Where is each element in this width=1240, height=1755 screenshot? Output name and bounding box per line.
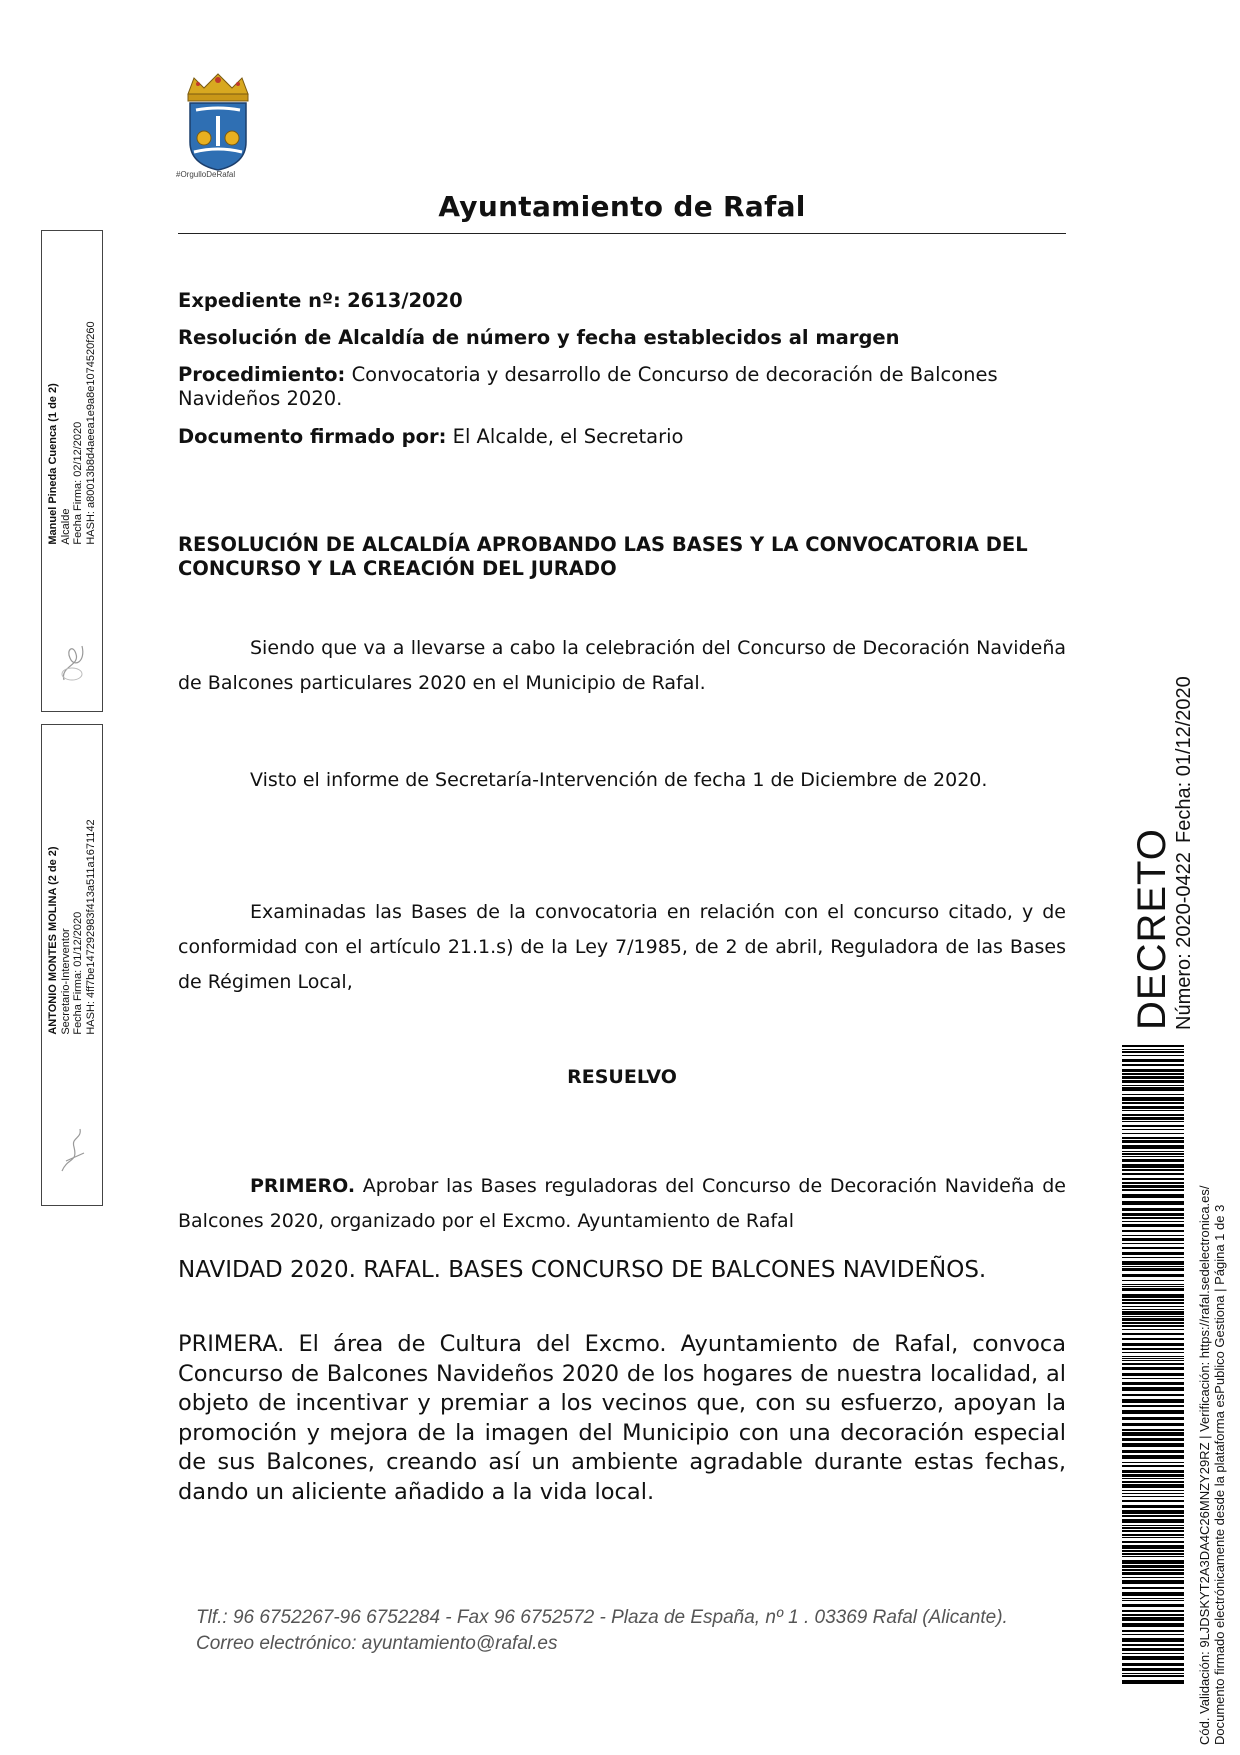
barcode-bar xyxy=(1122,1496,1184,1497)
barcode-bar xyxy=(1122,1500,1184,1502)
paragraph-primero xyxy=(178,1169,1066,1239)
barcode-bar xyxy=(1122,1329,1184,1330)
barcode-bar xyxy=(1122,1201,1184,1205)
barcode-bar xyxy=(1122,1399,1184,1403)
bases-title: NAVIDAD 2020. RAFAL. BASES CONCURSO DE BALCONES NAVIDEÑOS. xyxy=(178,1257,987,1283)
barcode-bar xyxy=(1122,1455,1184,1459)
barcode-bar xyxy=(1122,1080,1184,1083)
barcode-bar xyxy=(1122,1274,1184,1277)
barcode-bar xyxy=(1122,1363,1184,1365)
barcode-bar xyxy=(1122,1133,1184,1134)
organization-title: Ayuntamiento de Rafal xyxy=(438,190,806,223)
resuelvo-heading: RESUELVO xyxy=(567,1066,677,1088)
barcode-bar xyxy=(1122,1110,1184,1111)
barcode-bar xyxy=(1122,1051,1184,1053)
barcode-bar xyxy=(1122,1085,1184,1086)
barcode-bar xyxy=(1122,1151,1184,1152)
barcode-bar xyxy=(1122,1087,1184,1091)
decreto-number: Número: 2020-0422 xyxy=(1173,852,1195,1030)
paragraph-visto: Visto el informe de Secretaría-Intervención de fecha 1 de Diciembre de 2020. xyxy=(250,769,988,791)
barcode-bar xyxy=(1122,1493,1184,1494)
barcode-bar xyxy=(1122,1356,1184,1357)
barcode-bar xyxy=(1122,1178,1184,1180)
signature-details-secretario xyxy=(47,819,97,1034)
barcode-bar xyxy=(1122,1343,1184,1346)
barcode-bar xyxy=(1122,1387,1184,1391)
barcode-bar xyxy=(1122,1059,1184,1062)
barcode-bar xyxy=(1122,1073,1184,1075)
validation-platform-line: Documento firmado electrónicamente desde la plataforma esPublico Gestiona | Página 1 de 3 xyxy=(1212,1204,1227,1745)
barcode-bar xyxy=(1122,1097,1184,1101)
barcode-bar xyxy=(1122,1217,1184,1219)
barcode-bar xyxy=(1122,1673,1184,1674)
barcode-bar xyxy=(1122,1069,1184,1072)
barcode-bar xyxy=(1122,1653,1184,1654)
barcode-bar xyxy=(1122,1443,1184,1447)
barcode-bar xyxy=(1122,1565,1184,1568)
barcode-bar xyxy=(1122,1261,1184,1265)
barcode-bar xyxy=(1122,1663,1184,1666)
barcode-bar xyxy=(1122,1106,1184,1109)
barcode-bar xyxy=(1122,1235,1184,1236)
barcode-bar xyxy=(1122,1423,1184,1426)
primero-text: Aprobar las Bases reguladoras del Concurso de Decoración Navideña de Balcones 2020, organizado por el Excmo. Ayuntamiento de Rafal xyxy=(178,1175,1066,1232)
barcode-bar xyxy=(1122,1644,1184,1646)
barcode-bar xyxy=(1122,1614,1184,1616)
barcode-bar xyxy=(1122,1541,1184,1543)
barcode-bar xyxy=(1122,1348,1184,1350)
barcode-bar xyxy=(1122,1474,1184,1477)
barcode-bar xyxy=(1122,1550,1184,1552)
barcode-bar xyxy=(1122,1470,1184,1473)
barcode-bar xyxy=(1122,1117,1184,1120)
expediente-label: Expediente nº: xyxy=(178,289,341,312)
barcode-bar xyxy=(1122,1462,1184,1463)
barcode-bar xyxy=(1122,1094,1184,1095)
barcode-bar xyxy=(1122,1481,1184,1483)
barcode-bar xyxy=(1122,1316,1184,1317)
barcode-bar xyxy=(1122,1598,1184,1599)
barcode-bar xyxy=(1122,1373,1184,1376)
barcode-bar xyxy=(1122,1185,1184,1188)
barcode-bar xyxy=(1122,1338,1184,1340)
barcode-bar xyxy=(1122,1224,1184,1227)
barcode-bar xyxy=(1122,1221,1184,1222)
barcode-bar xyxy=(1122,1137,1184,1139)
paragraph-siendo: Siendo que va a llevarse a cabo la celebración del Concurso de Decoración Navideña de Balcones particulares 2020 en el Municipio de Rafal. xyxy=(178,637,1066,694)
barcode-bar xyxy=(1122,1592,1184,1596)
barcode-bar xyxy=(1122,1484,1184,1488)
barcode-bar xyxy=(1122,1378,1184,1379)
signature-details-alcalde xyxy=(47,321,97,544)
signature-box-secretario xyxy=(41,724,103,1206)
barcode-bar xyxy=(1122,1286,1184,1287)
footer-contact-line: Tlf.: 96 6752267-96 6752284 - Fax 96 6752572 - Plaza de España, nº 1 . 03369 Rafal (Alicante). xyxy=(196,1607,1008,1628)
barcode-bar xyxy=(1122,1182,1184,1184)
barcode-bar xyxy=(1122,1257,1184,1258)
procedimiento-line xyxy=(178,363,1068,411)
barcode-bar xyxy=(1122,1064,1184,1066)
barcode-bar xyxy=(1122,1577,1184,1578)
barcode-bar xyxy=(1122,1545,1184,1549)
barcode-bar xyxy=(1122,1360,1184,1361)
barcode-bar xyxy=(1122,1322,1184,1324)
barcode-bar xyxy=(1122,1680,1184,1684)
barcode-bar xyxy=(1122,1213,1184,1216)
barcode-bar xyxy=(1122,1121,1184,1122)
barcode-bar xyxy=(1122,1525,1184,1526)
resolucion-line xyxy=(178,326,1068,350)
barcode-bar xyxy=(1122,1299,1184,1301)
signature-hash: HASH: 4ff7be147292983f413a511a1671142 xyxy=(84,818,97,1035)
barcode-bar xyxy=(1122,1294,1184,1298)
barcode-bar xyxy=(1122,1405,1184,1407)
resolution-heading: RESOLUCIÓN DE ALCALDÍA APROBANDO LAS BASES Y LA CONVOCATORIA DEL CONCURSO Y LA CREACIÓN DEL JURADO xyxy=(178,533,1028,580)
barcode-bar xyxy=(1122,1553,1184,1555)
paragraph-examinadas: Examinadas las Bases de la convocatoria en relación con el concurso citado, y de conformidad con el artículo 21.1.s) de la Ley 7/1985, de 2 de abril, Reguladora de las Bases de Régimen Local, xyxy=(178,901,1066,993)
barcode-bar xyxy=(1122,1668,1184,1671)
barcode-bar xyxy=(1122,1243,1184,1244)
barcode-bar xyxy=(1122,1045,1184,1047)
barcode-bar xyxy=(1122,1417,1184,1420)
signature-hash: HASH: a80013b8d4aeea1e9a8e1074520f260 xyxy=(84,320,97,545)
barcode-bar xyxy=(1122,1560,1184,1564)
barcode-bar xyxy=(1122,1145,1184,1149)
barcode-bar xyxy=(1122,1311,1184,1315)
barcode-bar xyxy=(1122,1572,1184,1575)
barcode-bar xyxy=(1122,1302,1184,1304)
barcode-bar xyxy=(1122,1352,1184,1353)
barcode-bar xyxy=(1122,1465,1184,1467)
procedimiento-value: Convocatoria y desarrollo de Concurso de decoración de Balcones Navideños 2020. xyxy=(178,363,998,410)
barcode-bar xyxy=(1122,1556,1184,1557)
validation-text xyxy=(1197,1185,1227,1745)
barcode-bar xyxy=(1122,1648,1184,1651)
logo-caption: #OrgulloDeRafal xyxy=(176,170,236,179)
barcode-bar xyxy=(1122,1519,1184,1523)
barcode-bar xyxy=(1122,1333,1184,1335)
barcode-bar xyxy=(1122,1129,1184,1130)
barcode-bar xyxy=(1122,1623,1184,1627)
barcode-bar xyxy=(1122,1382,1184,1385)
barcode-bar xyxy=(1122,1617,1184,1621)
barcode-bar xyxy=(1122,1490,1184,1491)
firmado-value: El Alcalde, el Secretario xyxy=(452,425,684,448)
barcode-bar xyxy=(1122,1309,1184,1310)
barcode-bar xyxy=(1122,1189,1184,1191)
barcode-bar xyxy=(1122,1114,1184,1116)
firmado-line xyxy=(178,425,1068,449)
barcode-bar xyxy=(1122,1325,1184,1327)
signature-scribble-icon xyxy=(56,1117,90,1177)
barcode-bar xyxy=(1122,1432,1184,1436)
barcode-bar xyxy=(1122,1656,1184,1660)
footer-email-line: Correo electrónico: ayuntamiento@rafal.es xyxy=(196,1633,558,1654)
barcode-bar xyxy=(1122,1367,1184,1370)
barcode-bar xyxy=(1122,1638,1184,1642)
barcode-bar xyxy=(1122,1587,1184,1589)
barcode-bar xyxy=(1122,1230,1184,1232)
barcode-bar xyxy=(1122,1534,1184,1536)
signer-role: Secretario-Interventor xyxy=(59,927,72,1035)
barcode-bar xyxy=(1122,1610,1184,1612)
barcode-bar xyxy=(1122,1153,1184,1155)
barcode-bar xyxy=(1122,1306,1184,1307)
signer-name: Manuel Pineda Cuenca (1 de 2) xyxy=(47,382,59,545)
barcode-bar xyxy=(1122,1600,1184,1601)
barcode-bar xyxy=(1122,1159,1184,1162)
resolucion-text: Resolución de Alcaldía de número y fecha establecidos al margen xyxy=(178,326,900,349)
barcode-bar xyxy=(1122,1280,1184,1281)
barcode-bar xyxy=(1122,1634,1184,1635)
decreto-date: Fecha: 01/12/2020 xyxy=(1173,676,1195,843)
barcode-bar xyxy=(1122,1102,1184,1104)
barcode-bar xyxy=(1122,1173,1184,1175)
barcode-bar xyxy=(1122,1569,1184,1571)
barcode-bar xyxy=(1122,1266,1184,1267)
barcode-bar xyxy=(1122,1438,1184,1441)
primero-label: PRIMERO. xyxy=(250,1175,356,1197)
barcode-bar xyxy=(1122,1515,1184,1517)
expediente-value: 2613/2020 xyxy=(347,289,463,312)
barcode-bar xyxy=(1122,1055,1184,1056)
barcode-bar xyxy=(1122,1510,1184,1514)
signer-role: Alcalde xyxy=(59,508,72,545)
barcode-bar xyxy=(1122,1268,1184,1271)
paragraph-primera: PRIMERA. El área de Cultura del Excmo. Ayuntamiento de Rafal, convoca Concurso de Balcones Navideños 2020 de los hogares de nuestra localidad, al objeto de incentivar y premiar a los vecinos que, con su esfuerzo, apoyan la promoción y mejora de la imagen del Municipio con una decoración especial de sus Balcones, creando así un ambiente agradable durante estas fechas, dando un aliciente añadido a la vida local. xyxy=(178,1331,1066,1505)
barcode-bar xyxy=(1122,1288,1184,1291)
signer-name: ANTONIO MONTES MOLINA (2 de 2) xyxy=(47,846,59,1035)
firmado-label: Documento firmado por: xyxy=(178,425,447,448)
barcode-bar xyxy=(1122,1630,1184,1632)
validation-code-line: Cód. Validación: 9LJDSKYT2A3DA4C26MNZY29RZ | Verificación: https://rafal.sedelectronica.es/ xyxy=(1197,1185,1212,1745)
expediente-line xyxy=(178,289,1068,313)
barcode-bar xyxy=(1122,1140,1184,1143)
barcode-bar xyxy=(1122,1675,1184,1677)
barcode-bar xyxy=(1122,1125,1184,1127)
municipal-coat-of-arms-logo xyxy=(176,72,260,180)
barcode-bar xyxy=(1122,1076,1184,1079)
barcode-bar xyxy=(1122,1429,1184,1431)
barcode-bar xyxy=(1122,1450,1184,1453)
barcode-bar xyxy=(1122,1252,1184,1255)
header-divider xyxy=(178,233,1066,234)
barcode-bar xyxy=(1122,1530,1184,1532)
signature-box-alcalde xyxy=(41,230,103,712)
barcode-bar xyxy=(1122,1505,1184,1508)
barcode-bar xyxy=(1122,1394,1184,1396)
signature-date: Fecha Firma: 01/12/2020 xyxy=(72,911,84,1035)
barcode-bar xyxy=(1122,1537,1184,1538)
validation-barcode xyxy=(1122,1045,1184,1685)
barcode-bar xyxy=(1122,1580,1184,1584)
barcode-bar xyxy=(1122,1156,1184,1157)
signature-date: Fecha Firma: 02/12/2020 xyxy=(72,421,84,545)
barcode-bar xyxy=(1122,1410,1184,1414)
barcode-bar xyxy=(1122,1478,1184,1479)
signature-scribble-icon xyxy=(56,636,90,686)
barcode-bar xyxy=(1122,1247,1184,1249)
decreto-stamp: DECRETO xyxy=(1130,828,1174,1030)
barcode-bar xyxy=(1122,1164,1184,1168)
barcode-bar xyxy=(1122,1527,1184,1529)
barcode-bar xyxy=(1122,1194,1184,1198)
page-footer xyxy=(196,1605,1076,1657)
barcode-bar xyxy=(1122,1318,1184,1321)
barcode-bar xyxy=(1122,1238,1184,1241)
barcode-bar xyxy=(1122,1208,1184,1211)
barcode-bar xyxy=(1122,1169,1184,1171)
barcode-bar xyxy=(1122,1284,1184,1285)
barcode-bar xyxy=(1122,1604,1184,1607)
barcode-bar xyxy=(1122,1358,1184,1359)
procedimiento-label: Procedimiento: xyxy=(178,363,346,386)
barcode-bar xyxy=(1122,1049,1184,1050)
